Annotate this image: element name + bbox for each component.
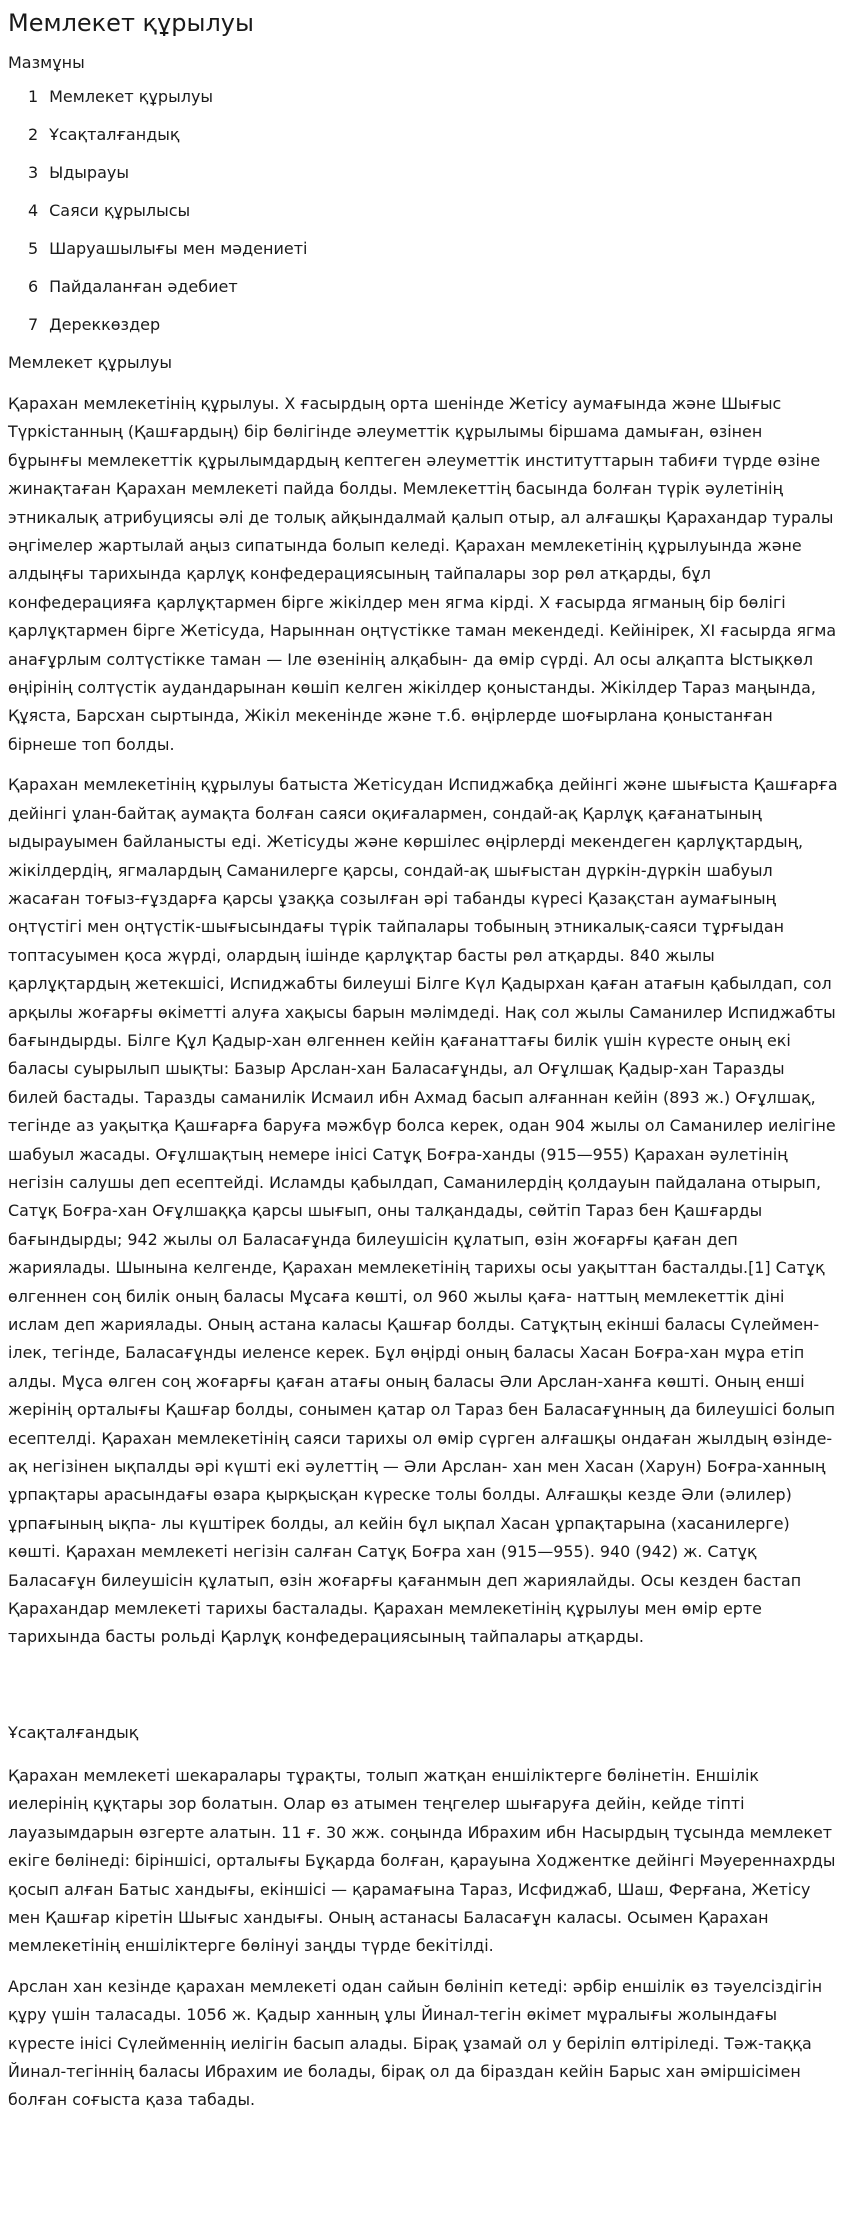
toc-item-number: 5 bbox=[28, 239, 39, 258]
toc-link[interactable]: Шаруашылығы мен мәдениеті bbox=[49, 239, 308, 258]
toc-heading: Мазмұны bbox=[8, 53, 85, 72]
page-title: Мемлекет құрылуы bbox=[8, 9, 254, 37]
toc-item-number: 3 bbox=[28, 163, 39, 182]
toc-item[interactable] bbox=[28, 86, 839, 108]
section-heading: Ұсақталғандық bbox=[8, 1722, 139, 1742]
toc-item-number: 2 bbox=[28, 125, 39, 144]
section-label: Мемлекет құрылуы bbox=[8, 353, 172, 372]
toc-item[interactable] bbox=[28, 124, 839, 146]
toc-item-number: 1 bbox=[28, 87, 39, 106]
toc-item[interactable] bbox=[28, 314, 839, 336]
section-spacer bbox=[8, 1664, 839, 1722]
table-of-contents bbox=[8, 52, 839, 336]
body-paragraph: Арслан хан кезінде қарахан мемлекеті одан сайын бөлініп кетеді: әрбір еншілік өз тәуелсіздігін құру үшін таласады. 1056 ж. Қадыр ханның ұлы Йинал-тегін өкімет мұралығы жолындағы күресте інісі Сүлейменнің иелігін басып алады. Бірақ ұзамай ол у беріліп өлтіріледі. Тәж-таққа Йинал-тегіннің баласы Ибрахим ие болады, бірақ ол да біраздан кейін Барыс хан әміршісімен болған соғыста қаза табады. bbox=[8, 1976, 823, 2110]
toc-link[interactable]: Ыдырауы bbox=[49, 163, 129, 182]
body-paragraph: Қарахан мемлекетінің құрылуы батыста Жетісудан Испиджабқа дейінгі және шығыста Қашғарға дейінгі ұлан-байтақ аумақта болған саяси оқиғалармен, сондай-ақ Қарлұқ қағанатының ыдырауымен байланысты еді. Жетісуды және көршілес өңірлерді мекендеген қарлұқтардың, жікілдердің, ягмалардың Саманилерге қарсы, сондай-ақ шығыстан дүркін-дүркін шабуыл жасаған тоғыз-ғұздарға қарсы ұзаққа созылған әрі табанды күресі Қазақстан аумағының оңтүстігі мен оңтүстік-шығысындағы түрік тайпалары тобының этникалық-саяси тұрғыдан топтасуымен қоса жүрді, олардың ішінде қарлұқтар басты рөл атқарды. 840 жылы қарлұқтардың жетекшісі, Испиджабты билеуші Білге Күл Қадырхан қаған атағын қабылдап, сол арқылы жоғарғы өкіметті алуға хақысы барын мәлімдеді. Нақ сол жылы Саманилер Испиджабты бағындырды. Білге Құл Қадыр-хан өлгеннен кейін қағанаттағы билік үшін күресте оның екі баласы суырылып шықты: Базыр Арслан-хан Баласағұнды, ал Оғұлшақ Қадыр-хан Таразды билей бастады. Таразды саманилік Исмаил ибн Ахмад басып алғаннан кейін (893 ж.) Оғұлшақ, тегінде аз уақытқа Қашғарға баруға мәжбүр болса керек, одан 904 жылы ол Саманилер иелігіне шабуыл жасады. Оғұлшақтың немере інісі Сатұқ Боғра-ханды (915—955) Қарахан әулетінің негізін салушы деп есептейді. Исламды қабылдап, Саманилердің қолдауын пайдалана отырып, Сатұқ Боғра-хан Оғұлшаққа қарсы шығып, оны талқандады, сөйтіп Тараз бен Қашғарды бағындырды; 942 жылы ол Баласағұнда билеушісін құлатып, өзін жоғарғы қаған деп жариялады. Шынына келгенде, Қарахан мемлекетінің тарихы осы уақыттан басталды.[1] Сатұқ өлгеннен соң билік оның баласы Мұсаға көшті, ол 960 жылы қаға- наттың мемлекеттік діні ислам деп жариялады. Оның астана каласы Қашғар болды. Сатұқтың екінші баласы Сүлеймен-ілек, тегінде, Баласағұнды иеленсе керек. Бұл өңірді оның баласы Хасан Боғра-хан мұра етіп алды. Мұса өлген соң жоғарғы қаған атағы оның баласы Әли Арслан-ханға көшті. Оның енші жерінің орталығы Қашғар болды, сонымен қатар ол Тараз бен Баласағұнның да билеушісі болып есептелді. Қарахан мемлекетінің саяси тарихы ол өмір сүрген алғашқы ондаған жылдың өзінде-ақ негізінен ықпалды әрі күшті екі әулеттің — Әли Арслан- хан мен Хасан (Харун) Боғра-ханның ұрпақтары арасындағы өзара қырқысқан күреске толы болды. Алғашқы кезде Әли (әлилер) ұрпағының ықпа- лы күштірек болды, ал кейін бұл ықпал Хасан ұрпақтарына (хасанилерге) көшті. Қарахан мемлекеті негізін салған Сатұқ Боғра хан (915—955). 940 (942) ж. Сатұқ Баласағұн билеушісін құлатып, өзін жоғарғы қағанмын деп жариялайды. Осы кезден бастап Қарахандар мемлекеті тарихы басталады. Қарахан мемлекетінің құрылуы мен өмір ерте тарихында басты рольді Қарлұқ конфедерациясының тайпалары атқарды. bbox=[8, 775, 838, 1647]
toc-item-number: 7 bbox=[28, 315, 39, 334]
toc-link[interactable]: Мемлекет құрылуы bbox=[49, 87, 214, 106]
toc-item[interactable] bbox=[28, 238, 839, 260]
toc-item[interactable] bbox=[28, 162, 839, 184]
toc-item[interactable] bbox=[28, 276, 839, 298]
toc-item-number: 6 bbox=[28, 277, 39, 296]
toc-item[interactable] bbox=[28, 200, 839, 222]
toc-link[interactable]: Пайдаланған әдебиет bbox=[49, 277, 238, 296]
toc-link[interactable]: Дереккөздер bbox=[49, 315, 161, 334]
toc-link[interactable]: Ұсақталғандық bbox=[49, 125, 180, 144]
toc-list bbox=[8, 86, 839, 336]
body-paragraph: Қарахан мемлекеті шекаралары тұрақты, толып жатқан еншіліктерге бөлінетін. Еншілік иелерінің құқтары зор болатын. Олар өз атымен теңгелер шығаруға дейін, кейде тіпті лауазымдарын өзгерте алатын. 11 ғ. 30 жж. соңында Ибрахим ибн Насырдың тұсында мемлекет екіге бөлінеді: біріншісі, орталығы Бұқарда болған, қарауына Ходжентке дейінгі Мәуереннахрды қосып алған Батыс хандығы, екіншісі — қарамағына Тараз, Исфиджаб, Шаш, Ферғана, Жетісу мен Қашғар кіретін Шығыс хандығы. Оның астанасы Баласағұн каласы. Осымен Қарахан мемлекетінің еншіліктерге бөлінуі заңды түрде бекітілді. bbox=[8, 1765, 836, 1956]
toc-link[interactable]: Саяси құрылысы bbox=[49, 201, 191, 220]
body-paragraph: Қарахан мемлекетінің құрылуы. X ғасырдың орта шенінде Жетісу аумағында және Шығыс Түркістанның (Қашғардың) бір бөлігінде әлеуметтік құрылымы біршама дамыған, өзінен бұрынғы мемлекеттік құрылымдардың кептеген әлеуметтік институттарын табиғи түрде өзіне жинақтаған Қарахан мемлекеті пайда болды. Мемлекеттің басында болған түрік әулетінің этникалық атрибуциясы әлі де толық айқындалмай қалып отыр, ал алғашқы Қарахандар туралы әңгімелер жартылай аңыз сипатында болып келеді. Қарахан мемлекетінің құрылуында және алдыңғы тарихында қарлұқ конфедерациясының тайпалары зор рөл атқарды, бұл конфедерацияға қарлұқтармен бірге жікілдер мен ягма кірді. X ғасырда ягманың бір бөлігі қарлұқтармен бірге Жетісуда, Нарыннан оңтүстікке таман мекендеді. Кейінірек, XI ғасырда ягма анағұрлым солтүстікке таман — Іле өзенінің алқабын- да өмір сүрді. Ал осы алқапта Ыстықкөл өңірінің солтүстік аудандарынан көшіп келген жікілдер қоныстанды. Жікілдер Тараз маңында, Құяста, Барсхан сыртында, Жікіл мекенінде және т.б. өңірлерде шоғырлана қоныстанған бірнеше топ болды. bbox=[8, 394, 837, 754]
toc-item-number: 4 bbox=[28, 201, 39, 220]
